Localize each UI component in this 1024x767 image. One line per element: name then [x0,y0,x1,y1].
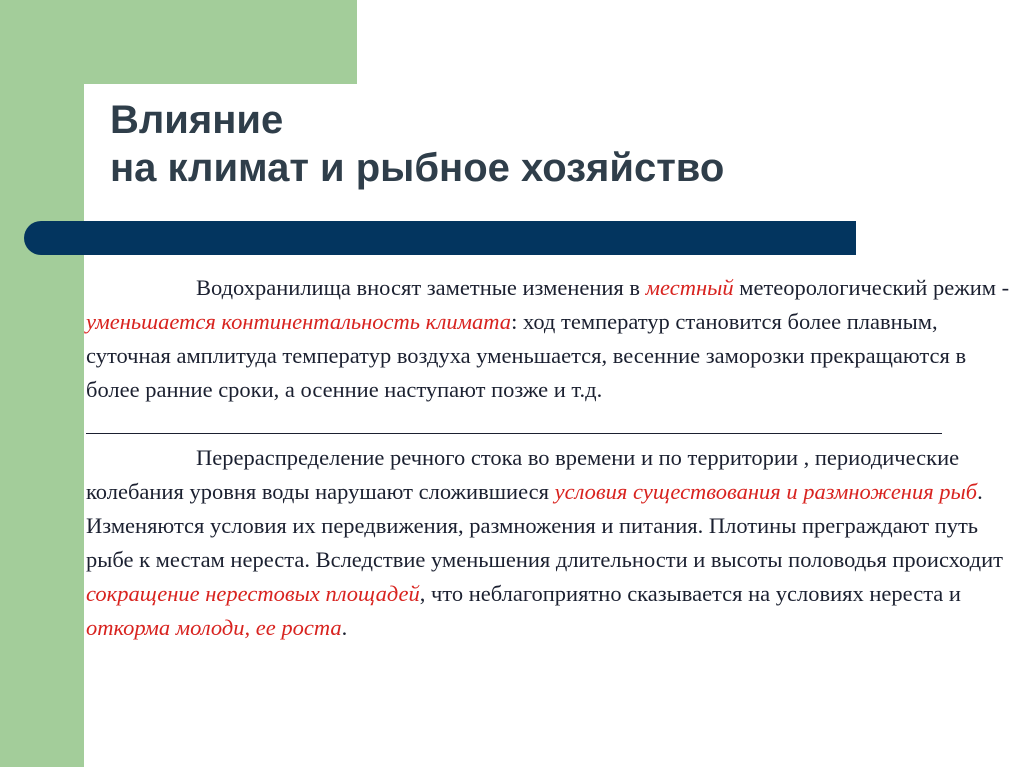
paragraph-text: . [341,615,348,640]
highlight-text: местный [645,275,734,300]
paragraph-fishery [86,441,1016,645]
paragraph-climate [86,271,1016,407]
decor-green-block [0,0,357,84]
separator-line [86,411,942,434]
slide-title-line-1: Влияние [110,98,284,142]
paragraph-text: метеорологический режим - [733,275,1010,300]
paragraph-text: Перераспределение речного стока во времени и по территории , периодические колебания уровня воды нарушают сложившиеся [86,445,960,504]
highlight-text: сокращение нерестовых площадей [86,581,420,606]
title-underline-bar [24,221,856,255]
highlight-text: уменьшается континентальность климата [86,309,512,334]
separator [86,411,1016,441]
paragraph-text: : ход температур становится более плавным, суточная амплитуда температур воздуха уменьшается, весенние заморозки прекращаются в более ранние сроки, а осенние наступают позже и т.д. [86,309,967,402]
paragraph-text: . Изменяются условия их передвижения, размножения и питания. Плотины преграждают путь рыбе к местам нереста. Вследствие уменьшения длительности и высоты половодья происходит [86,479,1003,572]
highlight-text: условия существования и размножения рыб [554,479,978,504]
slide-title [110,96,724,192]
highlight-text: откорма молоди, ее роста [86,615,342,640]
paragraph-text: Водохранилища вносят заметные изменения в [196,275,646,300]
slide-title-line-2: на климат и рыбное хозяйство [110,146,725,190]
slide-body [86,271,1016,645]
paragraph-text: , что неблагоприятно сказывается на условиях нереста и [419,581,961,606]
decor-green-strip [0,0,84,767]
